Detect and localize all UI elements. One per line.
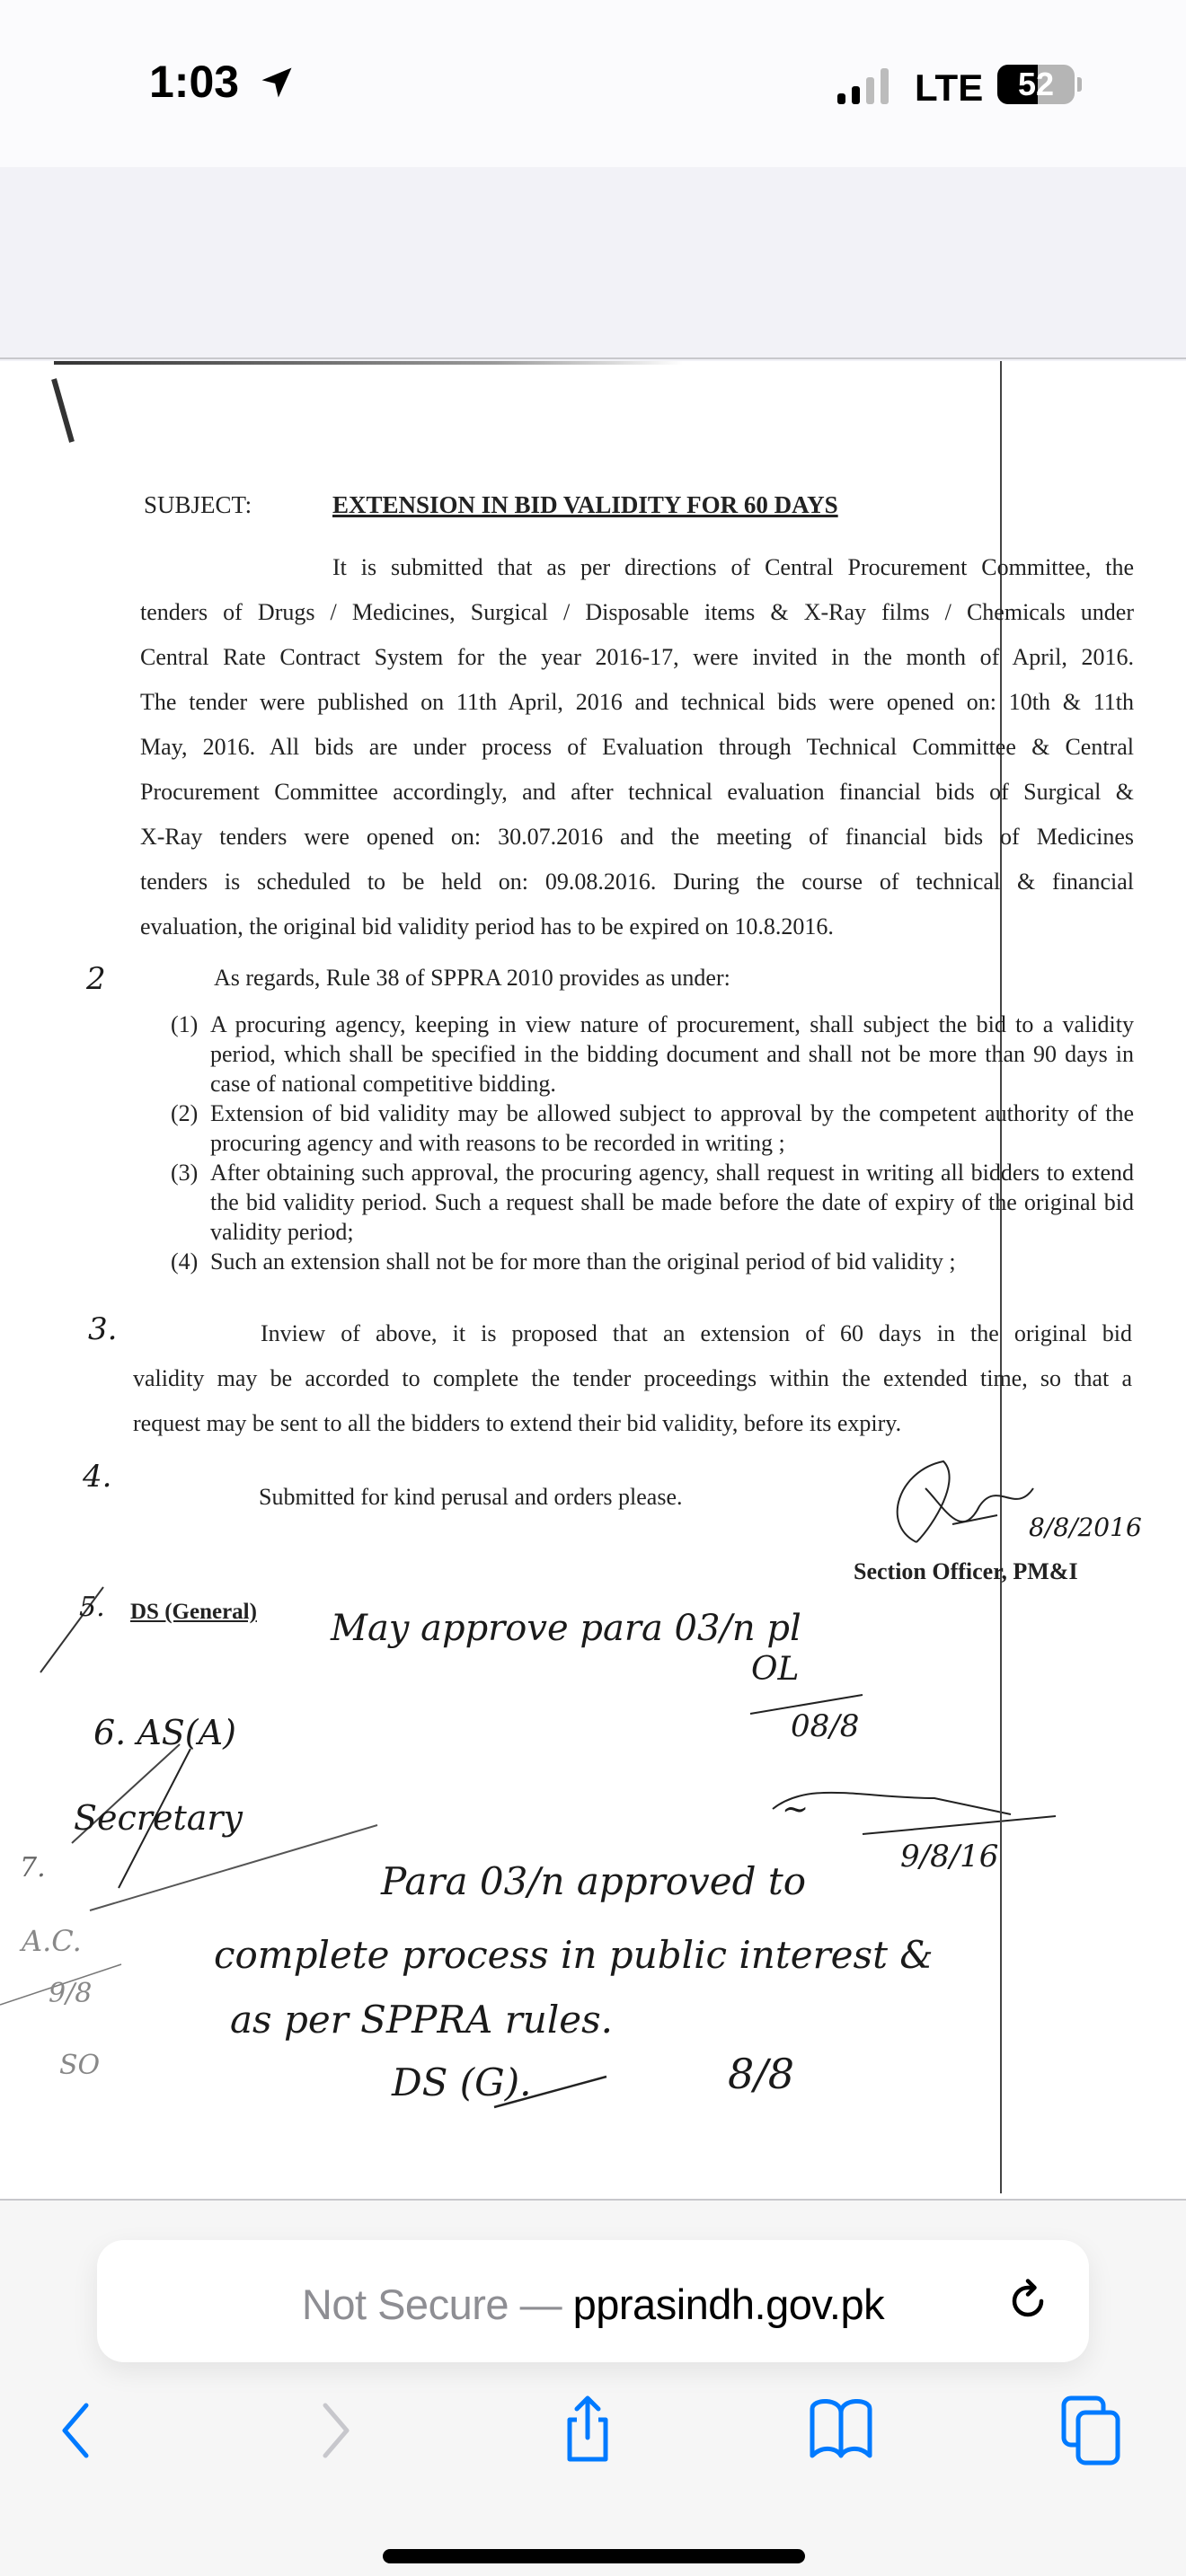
- as-initials: ~: [782, 1791, 810, 1828]
- para-7-number: 7.: [20, 1852, 46, 1883]
- subject-label: SUBJECT:: [144, 491, 252, 518]
- rule-text: After obtaining such approval, the procuring agency, shall request in writing all bidders to extend the bid validity period. Such a request shall be made before the date of expiry of the original bid validity period;: [210, 1160, 1134, 1245]
- page-top-gap: [0, 167, 1186, 359]
- margin-note: A.C.: [22, 1924, 82, 1958]
- paragraph-1-line: X-Ray tenders were opened on: 30.07.2016 and the meeting of financial bids of Medicines: [140, 824, 1134, 850]
- para-7-secretary: Secretary: [74, 1798, 243, 1838]
- document-page: [0, 361, 1186, 2199]
- rule-item: [171, 1098, 1134, 1158]
- safari-toolbar: [0, 2199, 1186, 2576]
- network-type: LTE: [915, 66, 984, 109]
- scan-edge: [54, 361, 683, 365]
- paragraph-1: [140, 545, 1134, 949]
- paragraph-1-line: evaluation, the original bid validity period has to be expired on 10.8.2016.: [140, 913, 834, 940]
- para-4-number: 4.: [83, 1459, 112, 1495]
- paragraph-3-line: validity may be accorded to complete the tender proceedings within the extended time, so that a: [133, 1365, 1132, 1391]
- signature-date: 8/8/2016: [1029, 1513, 1142, 1542]
- paragraph-4-text: Submitted for kind perusal and orders please.: [259, 1484, 683, 1510]
- paragraph-3-line: request may be sent to all the bidders to extend their bid validity, before its expiry.: [133, 1410, 902, 1436]
- secretary-note-line-3: as per SPPRA rules.: [230, 1998, 614, 2042]
- rule-text: Extension of bid validity may be allowed subject to approval by the competent authority of the procuring agency and with reasons to be recorded in writing ;: [210, 1100, 1134, 1156]
- ds-general-heading: DS (General): [130, 1600, 257, 1624]
- margin-note-date: 9/8: [49, 1978, 93, 2009]
- not-secure-label: Not Secure —: [301, 2280, 573, 2328]
- paragraph-2-intro: As regards, Rule 38 of SPPRA 2010 provides as under:: [214, 965, 730, 991]
- signal-bar: [852, 86, 860, 104]
- rule-number: (2): [171, 1100, 199, 1126]
- paragraph-1-line: May, 2016. All bids are under process of Evaluation through Technical Committee & Central: [140, 734, 1134, 760]
- share-button[interactable]: [552, 2395, 624, 2466]
- address-text[interactable]: [97, 2280, 1089, 2329]
- bookmarks-button[interactable]: [805, 2395, 877, 2466]
- status-time: 1:03: [149, 57, 240, 107]
- battery-level: 52: [1017, 66, 1055, 102]
- margin-note-tail: SO: [59, 2050, 101, 2081]
- paragraph-1-line: Procurement Committee accordingly, and after technical evaluation financial bids of Surgical &: [140, 779, 1134, 805]
- para-2-number: 2: [86, 961, 106, 997]
- rule-number: (3): [171, 1160, 199, 1186]
- back-button[interactable]: [40, 2395, 111, 2466]
- secretary-note-line-2: complete process in public interest &: [214, 1933, 934, 1977]
- ds-note-date: 08/8: [791, 1708, 860, 1744]
- rule-text: A procuring agency, keeping in view nature of procurement, shall subject the bid to a validity period, which shall be specified in the bidding document and shall not be more than 90 days in case of national competitive bidding.: [210, 1011, 1134, 1097]
- url-domain: pprasindh.gov.pk: [572, 2280, 885, 2328]
- battery-nub: [1077, 77, 1082, 92]
- forward-button[interactable]: [300, 2395, 372, 2466]
- para-5-number: 5.: [79, 1592, 105, 1623]
- rule-item: [171, 1158, 1134, 1247]
- secretary-note-addressee: DS (G).: [392, 2060, 532, 2104]
- paragraph-1-line: tenders is scheduled to be held on: 09.08.2016. During the course of technical & financial: [140, 869, 1134, 895]
- signal-bar: [881, 68, 889, 104]
- rule-number: (1): [171, 1011, 199, 1037]
- address-bar[interactable]: [97, 2240, 1089, 2362]
- signal-bar: [837, 93, 845, 104]
- subject-title: EXTENSION IN BID VALIDITY FOR 60 DAYS: [332, 491, 838, 518]
- rule-item: [171, 1010, 1134, 1098]
- status-bar: [0, 0, 1186, 167]
- reload-icon[interactable]: [1001, 2274, 1055, 2328]
- rules-list: [171, 1010, 1134, 1276]
- rule-item: [171, 1247, 1134, 1276]
- paragraph-3-line: Inview of above, it is proposed that an extension of 60 days in the original bid: [261, 1320, 1132, 1346]
- para-6-as: 6. AS(A): [93, 1713, 236, 1752]
- secretary-note-line-1: Para 03/n approved to: [381, 1859, 807, 1903]
- ds-initials: OL: [751, 1651, 800, 1688]
- para-3-number: 3.: [88, 1311, 118, 1347]
- rule-text: Such an extension shall not be for more than the original period of bid validity ;: [210, 1248, 956, 1275]
- paragraph-3: [133, 1311, 1132, 1446]
- ds-note: May approve para 03/n pl: [331, 1608, 801, 1649]
- battery-icon: [997, 65, 1075, 104]
- location-arrow-icon: [257, 63, 296, 102]
- secretary-signature-date: 8/8: [728, 2050, 795, 2098]
- signal-bar: [866, 77, 874, 104]
- section-officer-signature: [863, 1452, 1132, 1560]
- cellular-signal-icon: [837, 68, 893, 104]
- tabs-button[interactable]: [1057, 2395, 1128, 2466]
- signatory-title: Section Officer, PM&I: [854, 1558, 1078, 1584]
- secretary-note-date: 9/8/16: [900, 1839, 999, 1875]
- rule-number: (4): [171, 1248, 199, 1275]
- paragraph-1-line: The tender were published on 11th April, 2016 and technical bids were opened on: 10th & 11th: [140, 689, 1134, 715]
- paragraph-1-line: Central Rate Contract System for the year 2016-17, were invited in the month of April, 2016.: [140, 644, 1134, 670]
- home-indicator[interactable]: [383, 2549, 805, 2563]
- paragraph-1-line: It is submitted that as per directions of Central Procurement Committee, the: [332, 554, 1134, 580]
- paragraph-1-line: tenders of Drugs / Medicines, Surgical / Disposable items & X-Ray films / Chemicals under: [140, 599, 1134, 625]
